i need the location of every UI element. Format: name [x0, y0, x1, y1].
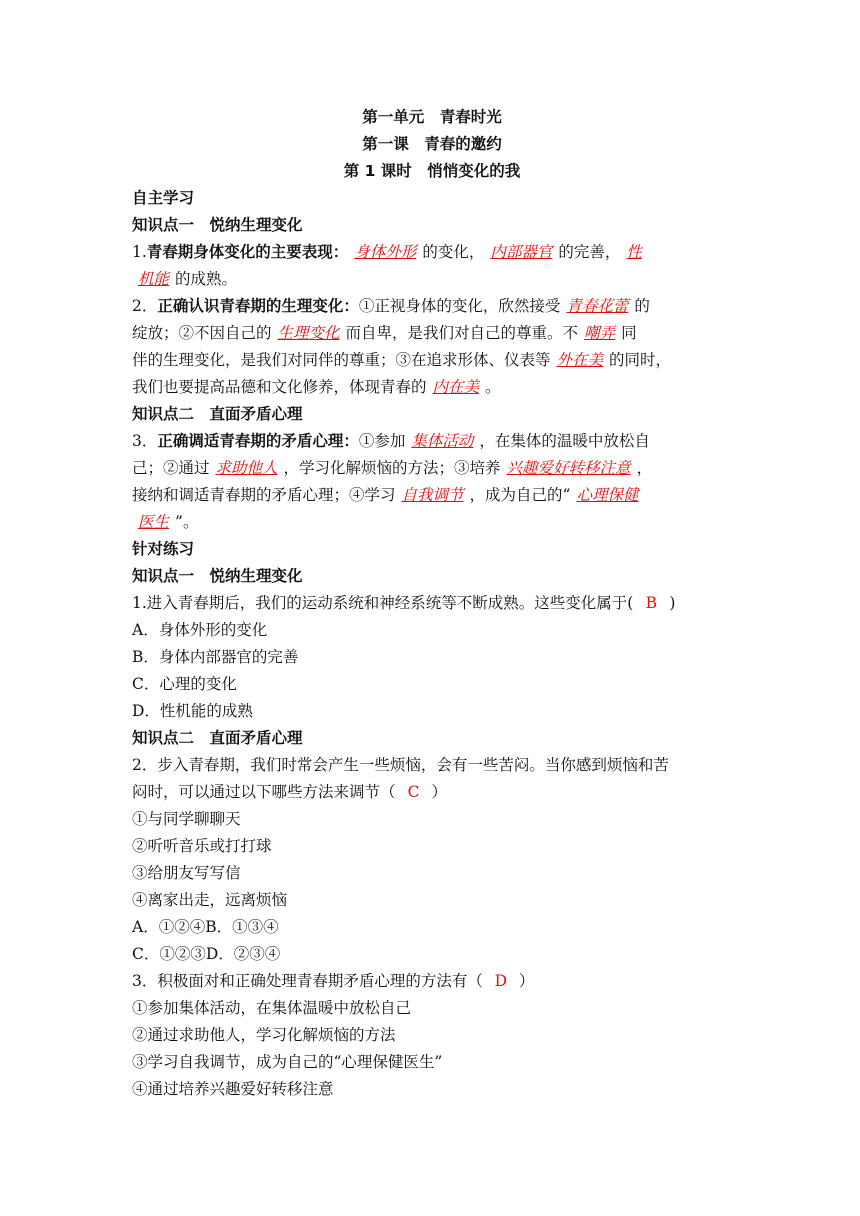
knowledge-point-2-heading: 知识点二 直面矛盾心理 — [132, 405, 303, 423]
option: C．①②③D．②③④ — [132, 945, 281, 963]
practice-knowledge-point-1-heading: 知识点一 悦纳生理变化 — [132, 567, 303, 585]
answer-blank: 机能 — [138, 270, 170, 288]
answer-blank: 青春花蕾 — [566, 297, 629, 315]
lesson-title: 第一课 青春的邀约 — [362, 135, 502, 153]
answer-blank: 内在美 — [432, 378, 480, 396]
answer-blank: 内部器官 — [490, 243, 553, 261]
option: D．性机能的成熟 — [132, 702, 253, 720]
answer-letter: B — [645, 594, 658, 612]
knowledge-point-1-heading: 知识点一 悦纳生理变化 — [132, 216, 303, 234]
fill-question-3: 3．正确调适青春期的矛盾心理：①参加 集体活动 ，在集体的温暖中放松自 己；②通过 求助他人 ，学习化解烦恼的方法；③培养 兴趣爱好转移注意 ， 接纳和调适青春期的矛盾心理；④学习 自我调节 ，成为自己的“ 心理保健 医生 ”。 — [132, 432, 653, 531]
answer-blank: 性 — [626, 243, 642, 261]
answer-letter: D — [494, 972, 508, 990]
statement-item: ②通过求助他人，学习化解烦恼的方法 — [132, 1026, 396, 1044]
statement-item: ④通过培养兴趣爱好转移注意 — [132, 1080, 334, 1098]
period-title: 第 1 课时 悄悄变化的我 — [343, 162, 521, 180]
statement-item: ③给朋友写写信 — [132, 864, 241, 882]
unit-title: 第一单元 青春时光 — [362, 108, 502, 126]
answer-blank: 自我调节 — [401, 486, 464, 504]
fill-question-2: 2．正确认识青春期的生理变化：①正视身体的变化，欣然接受 青春花蕾 的 绽放；②不因自己的 生理变化 而自卑，是我们对自己的尊重。不 嘲弄 同 伴的生理变化，是我们对同伴的尊重；③在追求形体、仪表等 外在美 的同时， 我们也要提高品德和文化修养，体现青春的 内在美 。 — [132, 297, 672, 396]
answer-blank: 集体活动 — [411, 432, 474, 450]
statement-item: ①与同学聊聊天 — [132, 810, 241, 828]
choice-question-2: 2．步入青春期，我们时常会产生一些烦恼，会有一些苦闷。当你感到烦恼和苦 闷时，可以通过以下哪些方法来调节（ C ） ①与同学聊聊天 ②听听音乐或打打球 ③给朋友写写信 ④离家出走，远离烦恼 A．①②④B．①③④ C．①②③D．②③④ — [132, 752, 732, 968]
answer-letter: C — [407, 783, 420, 801]
answer-blank: 心理保健 — [576, 486, 639, 504]
answer-blank: 生理变化 — [277, 324, 340, 342]
answer-blank: 兴趣爱好转移注意 — [506, 459, 631, 477]
practice-heading: 针对练习 — [132, 540, 195, 558]
statement-item: ④离家出走，远离烦恼 — [132, 891, 288, 909]
worksheet-content — [132, 104, 732, 1103]
answer-blank: 医生 — [138, 513, 170, 531]
choice-question-3: 3．积极面对和正确处理青春期矛盾心理的方法有（ D ） ①参加集体活动，在集体温暖中放松自己 ②通过求助他人，学习化解烦恼的方法 ③学习自我调节，成为自己的“心理保健医生” ④通过培养兴趣爱好转移注意 — [132, 968, 732, 1103]
option: B．身体内部器官的完善 — [132, 648, 299, 666]
practice-knowledge-point-2-heading: 知识点二 直面矛盾心理 — [132, 729, 303, 747]
statement-item: ①参加集体活动，在集体温暖中放松自己 — [132, 999, 412, 1017]
option: C．心理的变化 — [132, 675, 237, 693]
option: A．①②④B．①③④ — [132, 918, 279, 936]
statement-item: ③学习自我调节，成为自己的“心理保健医生” — [132, 1053, 443, 1071]
answer-blank: 嘲弄 — [584, 324, 616, 342]
self-study-heading: 自主学习 — [132, 189, 195, 207]
answer-blank: 身体外形 — [354, 243, 417, 261]
option: A．身体外形的变化 — [132, 621, 268, 639]
choice-question-1: 1.进入青春期后，我们的运动系统和神经系统等不断成熟。这些变化属于( B ) A．身体外形的变化 B．身体内部器官的完善 C．心理的变化 D．性机能的成熟 — [132, 590, 732, 725]
statement-item: ②听听音乐或打打球 — [132, 837, 272, 855]
answer-blank: 求助他人 — [215, 459, 278, 477]
fill-question-1: 1.青春期身体变化的主要表现： 身体外形 的变化， 内部器官 的完善， 性 机能 的成熟。 — [132, 239, 732, 293]
answer-blank: 外在美 — [556, 351, 604, 369]
